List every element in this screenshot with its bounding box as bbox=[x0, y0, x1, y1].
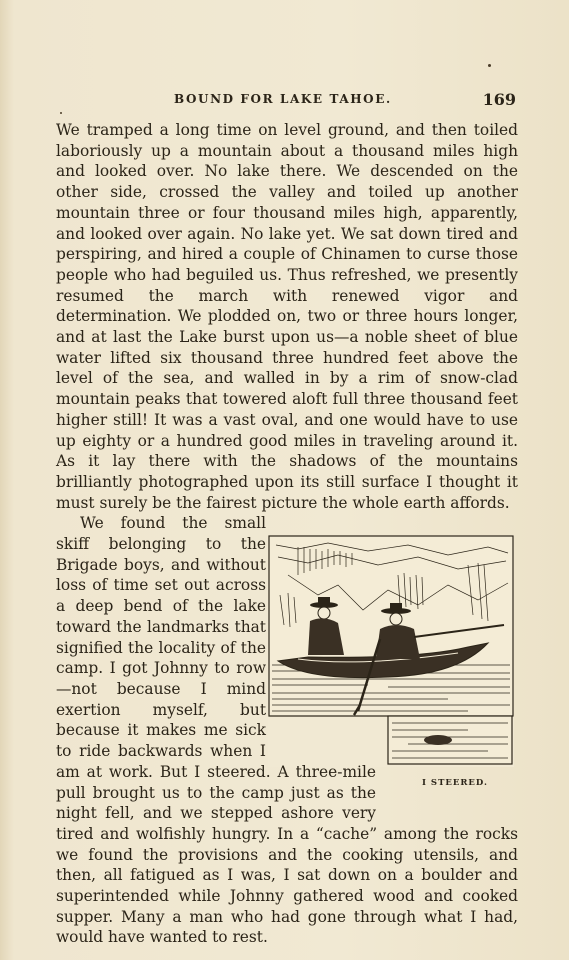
ink-speck bbox=[60, 112, 62, 114]
ink-speck bbox=[488, 64, 491, 67]
figure-wrap-spacer bbox=[266, 533, 518, 745]
page-header bbox=[56, 90, 518, 110]
running-head: BOUND FOR LAKE TAHOE. bbox=[174, 92, 392, 106]
body-text bbox=[56, 120, 518, 948]
paragraph: We found the small skiff belonging to the Brigade boys, and without loss of time set out across a deep bend of the lake toward the landmarks that signified the locality of the camp. I got Johnny to row—not because I mind exertion myself, but because it makes me sick to ride backwards when I am at work. But I steered. A three-mile pull brought us to the camp just as the night fell, and we stepped ashore very tired and wolfishly hungry. In a “cache” among the rocks we found the provisions and the cooking utensils, and then, all fatigued as I was, I sat down on a boulder and superintended while Johnny gathered wood and cooked supper. Many a man who had gone through what I had, would have wanted to rest. bbox=[56, 514, 518, 947]
paragraph: We tramped a long time on level ground, and then toiled laboriously up a mountain about a thousand miles high and looked over. No lake there. We descended on the other side, crossed the valley and toiled up another mountain three or four thousand miles high, apparently, and looked over again. No lake yet. We sat down tired and perspiring, and hired a couple of Chinamen to curse those people who had beguiled us. Thus refreshed, we presently resumed the march with renewed vigor and determination. We plodded on, two or three hours longer, and at last the Lake burst upon us—a noble sheet of blue water lifted six thousand three hundred feet above the level of the sea, and walled in by a rim of snow-clad mountain peaks that towered aloft full three thousand feet higher still! It was a vast oval, and one would have to use up eighty or a hundred good miles in traveling around it. As it lay there with the shadows of the mountains brilliantly photographed upon its still surface I thought it must surely be the fairest picture the whole earth affords. bbox=[56, 121, 518, 512]
figure-caption: I STEERED. bbox=[422, 778, 488, 788]
page-number: 169 bbox=[482, 90, 516, 109]
figure-wrap-spacer bbox=[376, 745, 518, 807]
